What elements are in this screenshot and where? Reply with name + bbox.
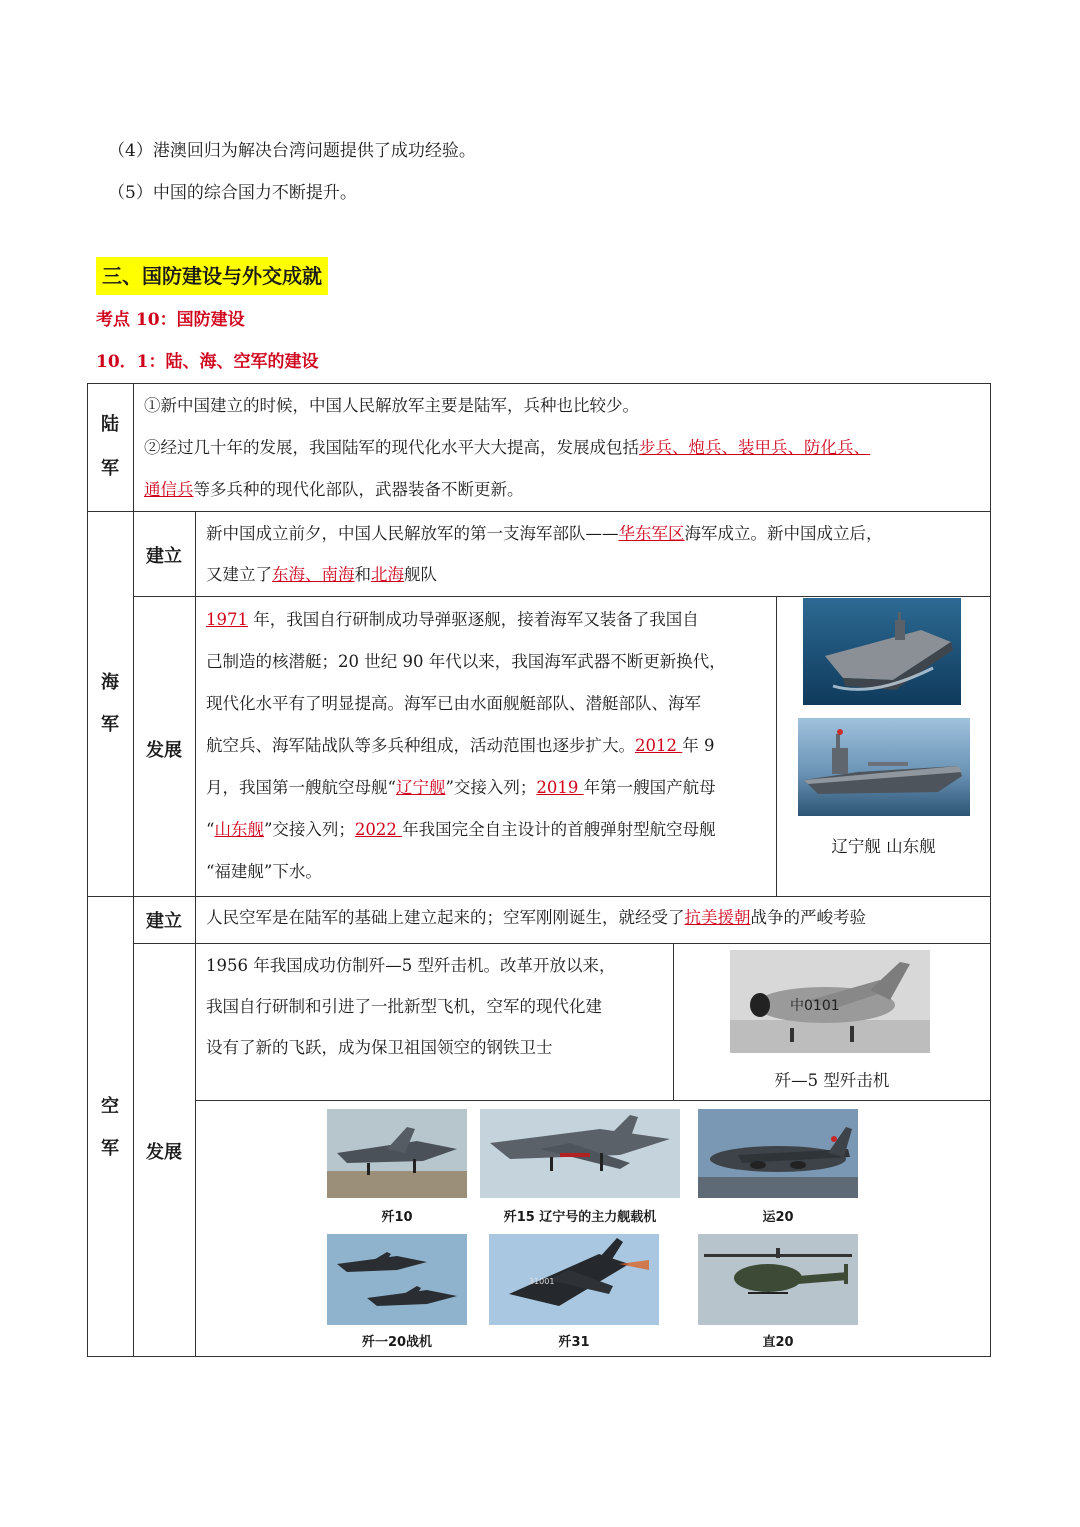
navy-dev-line-6: “山东舰”交接入列；2022 年我国完全自主设计的首艘弹射型航空母舰 (206, 820, 716, 839)
airforce-dev-line-1: 1956 年我国成功仿制歼—5 型歼击机。改革开放以来， (206, 956, 616, 975)
navy-dev-line-2: 己制造的核潜艇；20 世纪 90 年代以来，我国海军武器不断更新换代， (206, 652, 726, 671)
army-line-2: ②经过几十年的发展，我国陆军的现代化水平大大提高，发展成包括步兵、炮兵、装甲兵、防化兵、 (144, 438, 870, 457)
j10-photo (327, 1109, 467, 1198)
y20-photo (698, 1109, 858, 1198)
shandong-carrier-photo (798, 718, 970, 816)
svg-text:中0101: 中0101 (790, 998, 840, 1014)
j31-photo (489, 1234, 659, 1325)
airforce-dev-line-3: 设有了新的飞跃，成为保卫祖国领空的钢铁卫士 (206, 1038, 553, 1057)
navy-found-label: 建立 (146, 546, 182, 567)
navy-found-line-2: 又建立了东海、南海和北海舰队 (206, 565, 437, 584)
navy-dev-line-7: “福建舰”下水。 (206, 862, 322, 881)
airforce-found-text: 人民空军是在陆军的基础上建立起来的；空军刚刚诞生，就经受了抗美援朝战争的严峻考验 (206, 908, 866, 927)
j31-caption: 歼31 (558, 1335, 590, 1350)
j10-caption: 歼10 (381, 1210, 413, 1225)
army-branches-key: 步兵、炮兵、装甲兵、防化兵、 (639, 438, 870, 457)
navy-label-1: 海 (101, 672, 119, 693)
intro-item-4: （4）港澳回归为解决台湾问题提供了成功经验。 (108, 141, 476, 161)
navy-found-line-1: 新中国成立前夕，中国人民解放军的第一支海军部队——华东军区海军成立。新中国成立后， (206, 524, 883, 543)
navy-dev-line-3: 现代化水平有了明显提高。海军已由水面舰艇部队、潜艇部队、海军 (206, 694, 701, 713)
airforce-dev-line-2: 我国自行研制和引进了一批新型飞机，空军的现代化建 (206, 997, 602, 1016)
j20-caption: 歼一20战机 (361, 1335, 433, 1350)
j5-fighter-photo (730, 950, 930, 1053)
army-line-1: ①新中国建立的时候，中国人民解放军主要是陆军，兵种也比较少。 (144, 396, 639, 415)
subsection-heading: 10．1：陆、海、空军的建设 (96, 352, 319, 372)
j15-caption: 歼15 辽宁号的主力舰载机 (503, 1210, 657, 1225)
carrier-caption: 辽宁舰 山东舰 (831, 837, 936, 856)
navy-dev-label: 发展 (146, 740, 182, 761)
y20-caption: 运20 (762, 1210, 794, 1225)
army-label-2: 军 (101, 458, 119, 479)
army-signal-key: 通信兵 (144, 480, 194, 499)
army-label-1: 陆 (101, 414, 119, 435)
liaoning-carrier-photo (803, 598, 961, 705)
section-title: 三、国防建设与外交成就 (96, 257, 328, 295)
airforce-label-2: 军 (101, 1138, 119, 1159)
airforce-label-1: 空 (101, 1096, 119, 1117)
navy-dev-line-5: 月，我国第一艘航空母舰“辽宁舰”交接入列；2019 年第一艘国产航母 (206, 778, 716, 797)
z20-photo (698, 1234, 858, 1325)
z20-caption: 直20 (762, 1335, 794, 1350)
defense-table (87, 383, 991, 1357)
j5-caption: 歼—5 型歼击机 (774, 1071, 890, 1090)
airforce-dev-label: 发展 (146, 1142, 182, 1163)
army-line-3: 通信兵等多兵种的现代化部队，武器装备不断更新。 (144, 480, 524, 499)
j20-photo (327, 1234, 467, 1325)
kaodian-heading: 考点 10：国防建设 (96, 310, 245, 330)
airforce-found-label: 建立 (146, 911, 182, 932)
intro-item-5: （5）中国的综合国力不断提升。 (108, 183, 357, 203)
navy-dev-line-4: 航空兵、海军陆战队等多兵种组成，活动范围也逐步扩大。2012 年 9 (206, 736, 715, 755)
svg-text:31001: 31001 (529, 1277, 555, 1286)
navy-dev-line-1: 1971 年，我国自行研制成功导弹驱逐舰，接着海军又装备了我国自 (206, 610, 699, 629)
navy-label-2: 军 (101, 714, 119, 735)
j15-photo (480, 1109, 680, 1198)
